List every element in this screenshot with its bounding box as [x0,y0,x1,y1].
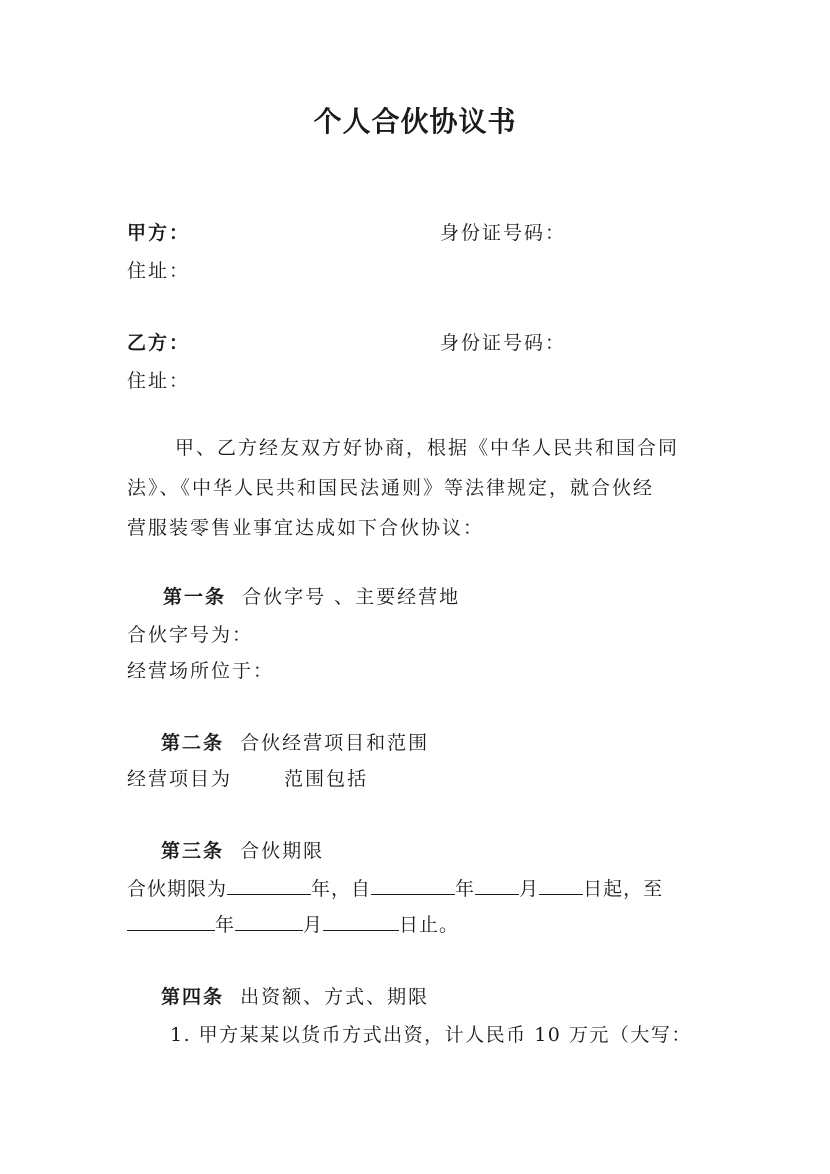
article-2-heading: 第二条 [161,732,225,754]
article-4-heading: 第四条 [161,986,225,1008]
article-1-line-1: 合伙字号为： [127,624,254,646]
start-day-blank[interactable] [539,876,583,895]
article-2-item-label: 经营项目为 [127,768,233,790]
article-4-heading-row [161,982,429,1009]
end-year-blank[interactable] [127,912,215,931]
document-title: 个人合伙协议书 [313,105,517,138]
article-3-heading: 第三条 [161,840,225,862]
article-3-end-row [127,910,459,937]
article-4-item-1: 1. 甲方某某以货币方式出资，计人民币 10 万元（大写： [170,1024,692,1046]
party-a-id-label: 身份证号码： [440,222,567,244]
term-prefix: 合伙期限为 [127,878,228,900]
article-1-line-2: 经营场所位于： [127,660,275,682]
party-b-address-label: 住址： [127,370,191,392]
preamble-line-2: 法》、《中华人民共和国民法通则》等法律规定，就合伙经 [127,477,655,499]
article-2-heading-row [161,728,429,755]
article-4-title: 出资额、方式、期限 [240,986,430,1008]
start-day-unit: 日起，至 [583,878,664,900]
start-year-blank[interactable] [371,876,455,895]
article-3-title: 合伙期限 [240,840,325,862]
article-2-title: 合伙经营项目和范围 [240,732,430,754]
start-month-blank[interactable] [475,876,519,895]
preamble-line-3: 营服装零售业事宜达成如下合伙协议： [127,517,485,539]
end-month-unit: 月 [303,914,324,936]
end-day-blank[interactable] [323,912,399,931]
end-day-unit: 日止。 [399,914,460,936]
term-from: ，自 [331,878,372,900]
article-1-heading: 第一条 [163,586,227,608]
start-month-unit: 月 [519,878,540,900]
term-year-unit: 年 [311,878,332,900]
article-1-title: 合伙字号 、主要经营地 [242,586,461,608]
article-1-heading-row [163,582,460,609]
party-b-id-label: 身份证号码： [440,332,567,354]
term-years-blank[interactable] [227,876,311,895]
article-2-scope-label: 范围包括 [284,768,369,790]
preamble-line-1: 甲、乙方经友双方好协商，根据《中华人民共和国合同 [175,437,680,459]
article-3-heading-row [161,836,324,863]
article-2-items-row [127,764,368,791]
article-3-term-row [127,874,663,901]
start-year-unit: 年 [455,878,476,900]
party-a-label: 甲方： [127,222,191,244]
end-year-unit: 年 [215,914,236,936]
party-a-address-label: 住址： [127,260,191,282]
party-b-label: 乙方： [127,332,191,354]
end-month-blank[interactable] [235,912,303,931]
